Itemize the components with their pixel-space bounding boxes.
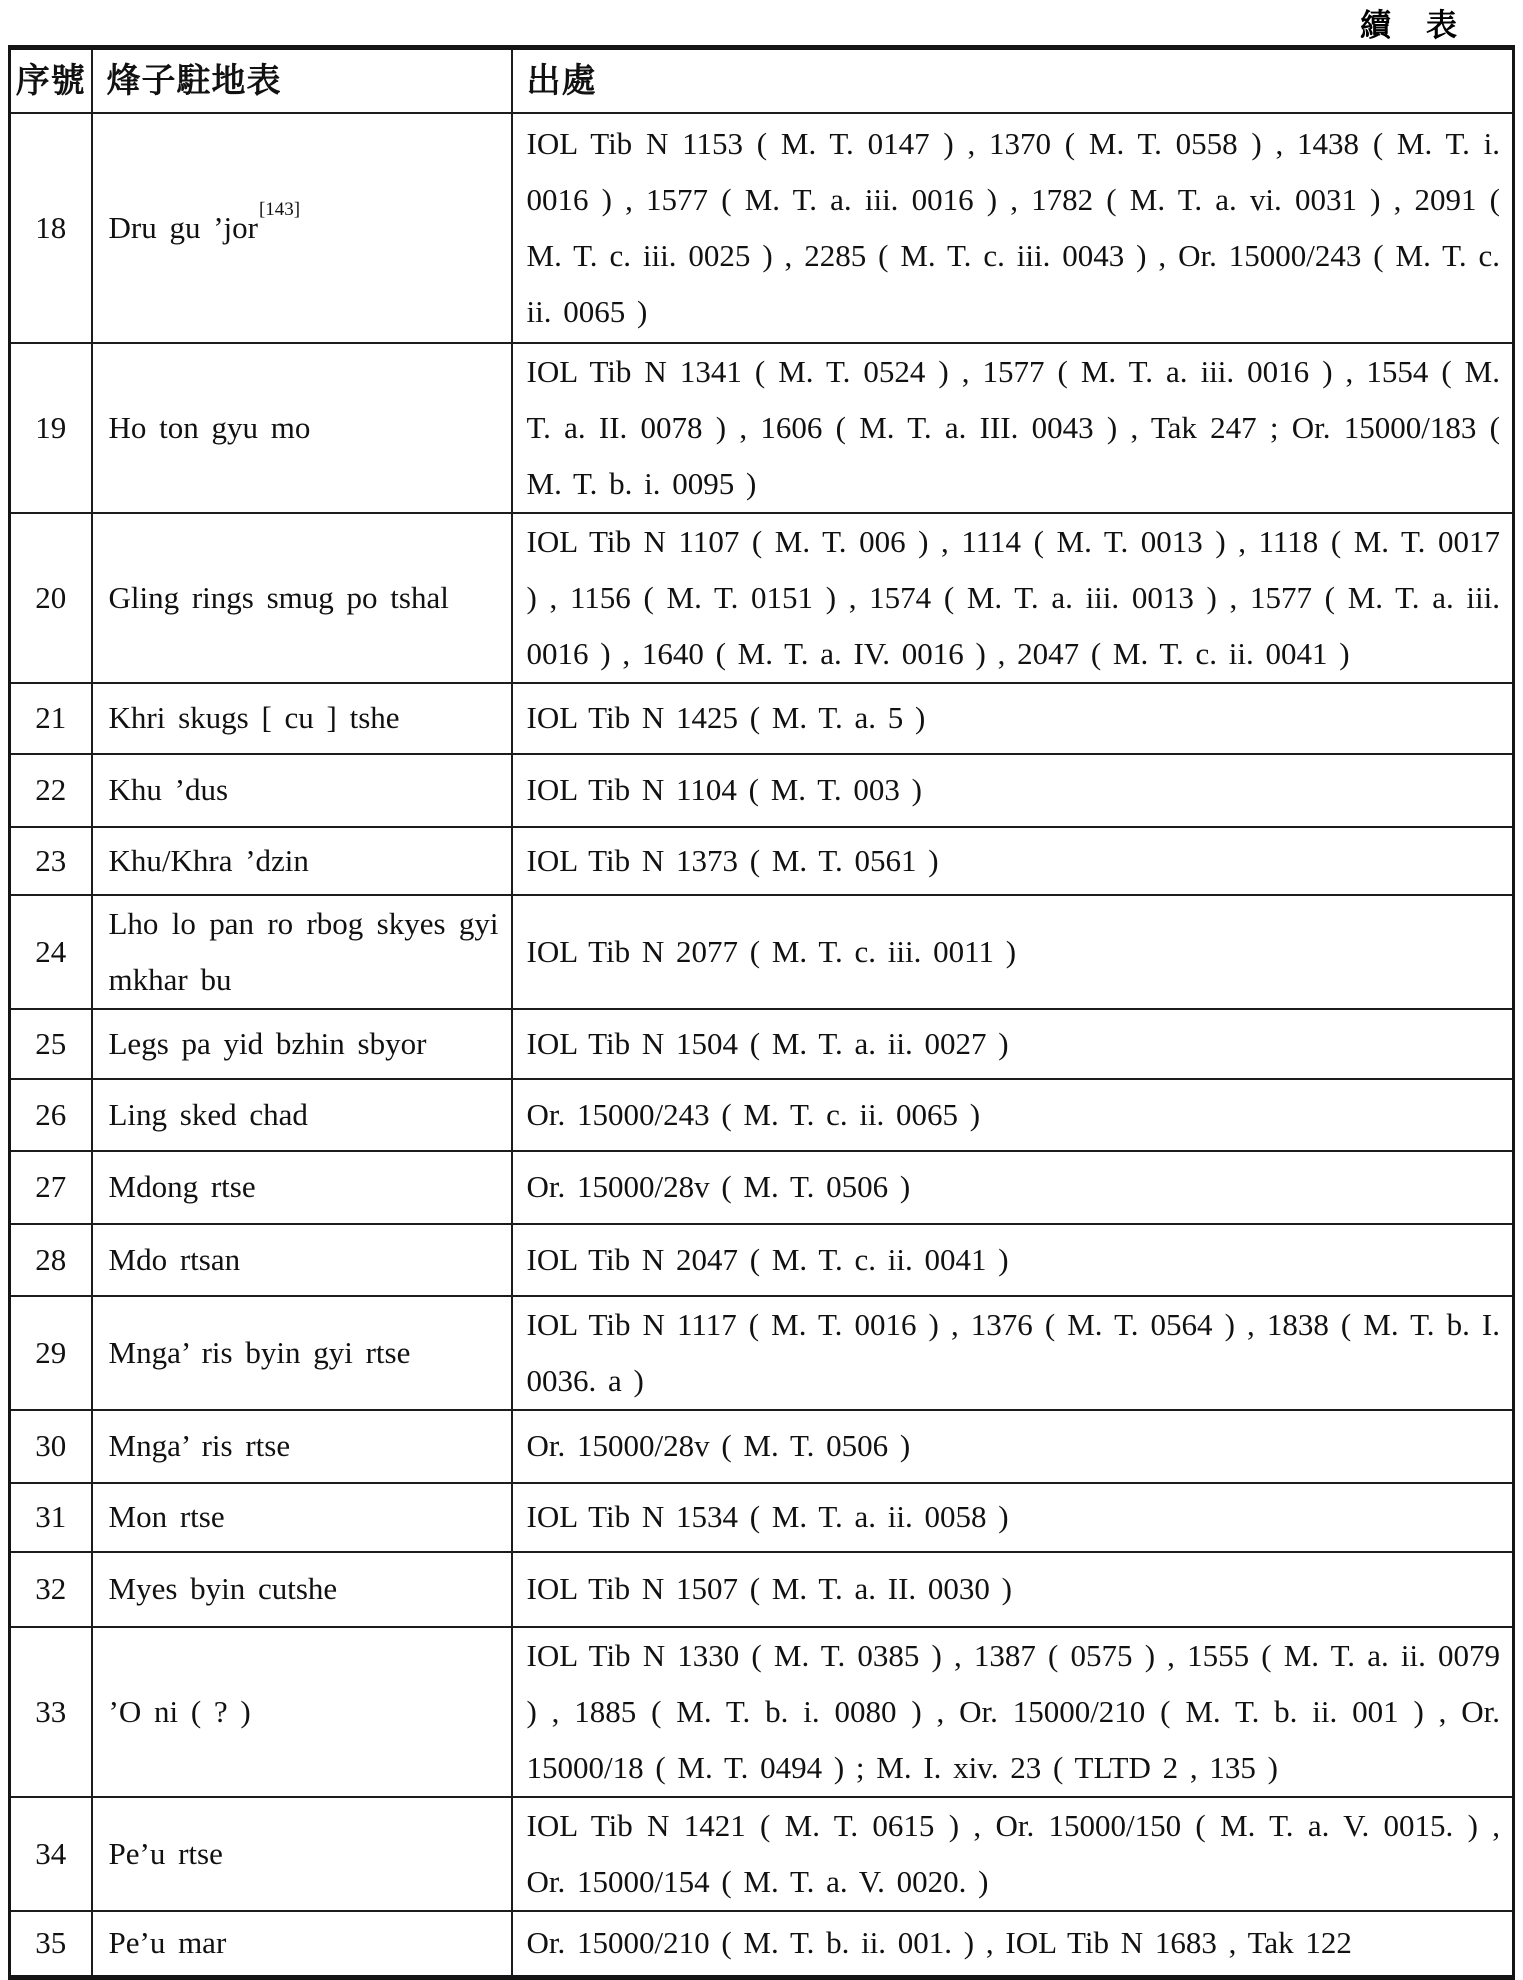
- station-name: [92, 895, 512, 1009]
- source-refs: IOL Tib N 1425 ( M. T. a. 5 ): [512, 683, 1514, 754]
- table-row: [10, 1911, 1514, 1978]
- station-name-text: Ling sked chad: [108, 1096, 308, 1132]
- footnote-marker: [143]: [258, 199, 301, 221]
- source-refs: Or. 15000/28v ( M. T. 0506 ): [512, 1151, 1514, 1224]
- source-refs: IOL Tib N 1117 ( M. T. 0016 ) , 1376 ( M. T. 0564 ) , 1838 ( M. T. b. I. 0036. a ): [512, 1296, 1514, 1410]
- station-name-text: Pe’u rtse: [108, 1835, 223, 1871]
- station-name: [92, 1627, 512, 1797]
- table-row: [10, 1224, 1514, 1296]
- station-name: [92, 1483, 512, 1552]
- source-refs: IOL Tib N 1104 ( M. T. 003 ): [512, 754, 1514, 827]
- table-row: [10, 1151, 1514, 1224]
- source-refs: IOL Tib N 1504 ( M. T. a. ii. 0027 ): [512, 1009, 1514, 1079]
- source-refs: IOL Tib N 1153 ( M. T. 0147 ) , 1370 ( M. T. 0558 ) , 1438 ( M. T. i. 0016 ) , 1577 ( M. T. a. iii. 0016 ) , 1782 ( M. T. a. vi. 0031 ) , 2091 ( M. T. c. iii. 0025 ) , 2285 ( M. T. c. iii. 0043 ) , Or. 15000/243 ( M. T. c. ii. 0065 ): [512, 113, 1514, 343]
- table-row: [10, 1483, 1514, 1552]
- station-name-text: Mon rtse: [108, 1499, 225, 1534]
- beacon-station-table: [8, 45, 1515, 1980]
- station-name-text: Mdo rtsan: [108, 1241, 241, 1277]
- station-name: [92, 1797, 512, 1911]
- row-number: 20: [10, 513, 92, 683]
- station-name: [92, 754, 512, 827]
- station-name-text: Mnga’ ris byin gyi rtse: [108, 1334, 411, 1370]
- continued-table-label: 續 表: [1360, 8, 1459, 43]
- station-name-text: Mdong rtse: [108, 1169, 256, 1204]
- station-name: [92, 1009, 512, 1079]
- source-refs: Or. 15000/243 ( M. T. c. ii. 0065 ): [512, 1079, 1514, 1151]
- table-row: [10, 827, 1514, 895]
- row-number: 27: [10, 1151, 92, 1224]
- source-refs: IOL Tib N 2047 ( M. T. c. ii. 0041 ): [512, 1224, 1514, 1296]
- source-refs: IOL Tib N 1421 ( M. T. 0615 ) , Or. 15000/150 ( M. T. a. V. 0015. ) , Or. 15000/154 ( M. T. a. V. 0020. ): [512, 1797, 1514, 1911]
- station-name-text: Khu/Khra ’dzin: [108, 842, 309, 878]
- source-refs: IOL Tib N 1373 ( M. T. 0561 ): [512, 827, 1514, 895]
- header-source: 出處: [512, 48, 1514, 113]
- table-row: [10, 1627, 1514, 1797]
- row-number: 23: [10, 827, 92, 895]
- source-refs: Or. 15000/210 ( M. T. b. ii. 001. ) , IOL Tib N 1683 , Tak 122: [512, 1911, 1514, 1978]
- row-number: 21: [10, 683, 92, 754]
- station-name: [92, 683, 512, 754]
- station-name-text: Pe’u mar: [108, 1925, 227, 1961]
- table-row: [10, 895, 1514, 1009]
- table-row: [10, 513, 1514, 683]
- table-row: [10, 1552, 1514, 1627]
- station-name-text: Khu ’dus: [108, 772, 229, 807]
- table-row: [10, 343, 1514, 513]
- station-name-text: Legs pa yid bzhin sbyor: [108, 1025, 427, 1061]
- source-refs: IOL Tib N 1330 ( M. T. 0385 ) , 1387 ( 0575 ) , 1555 ( M. T. a. ii. 0079 ) , 1885 ( M. T. b. i. 0080 ) , Or. 15000/210 ( M. T. b. ii. 001 ) , Or. 15000/18 ( M. T. 0494 ) ; M. I. xiv. 23 ( TLTD 2 , 135 ): [512, 1627, 1514, 1797]
- station-name-text: Lho lo pan ro rbog skyes gyi mkhar bu: [108, 905, 499, 997]
- station-name: [92, 1911, 512, 1978]
- station-name: [92, 113, 512, 343]
- row-number: 22: [10, 754, 92, 827]
- station-name-text: Ho ton gyu mo: [108, 409, 311, 445]
- row-number: 34: [10, 1797, 92, 1911]
- station-name: [92, 1296, 512, 1410]
- station-name-text: Khri skugs [ cu ] tshe: [108, 700, 400, 735]
- source-refs: IOL Tib N 2077 ( M. T. c. iii. 0011 ): [512, 895, 1514, 1009]
- station-name: [92, 827, 512, 895]
- source-refs: IOL Tib N 1107 ( M. T. 006 ) , 1114 ( M. T. 0013 ) , 1118 ( M. T. 0017 ) , 1156 ( M. T. 0151 ) , 1574 ( M. T. a. iii. 0013 ) , 1577 ( M. T. a. iii. 0016 ) , 1640 ( M. T. a. IV. 0016 ) , 2047 ( M. T. c. ii. 0041 ): [512, 513, 1514, 683]
- station-name: [92, 1224, 512, 1296]
- row-number: 33: [10, 1627, 92, 1797]
- source-refs: IOL Tib N 1507 ( M. T. a. II. 0030 ): [512, 1552, 1514, 1627]
- row-number: 26: [10, 1079, 92, 1151]
- table-row: [10, 683, 1514, 754]
- row-number: 31: [10, 1483, 92, 1552]
- station-name: [92, 513, 512, 683]
- station-name-text: Mnga’ ris rtse: [108, 1428, 291, 1463]
- station-name: [92, 343, 512, 513]
- header-serial-number: 序號: [10, 48, 92, 113]
- table-row: [10, 113, 1514, 343]
- row-number: 35: [10, 1911, 92, 1978]
- station-name: [92, 1410, 512, 1483]
- table-row: [10, 1296, 1514, 1410]
- row-number: 19: [10, 343, 92, 513]
- row-number: 30: [10, 1410, 92, 1483]
- row-number: 18: [10, 113, 92, 343]
- row-number: 32: [10, 1552, 92, 1627]
- source-refs: Or. 15000/28v ( M. T. 0506 ): [512, 1410, 1514, 1483]
- header-station-name: 烽子駐地表: [92, 48, 512, 113]
- row-number: 29: [10, 1296, 92, 1410]
- station-name-text: ’O ni ( ? ): [108, 1693, 251, 1729]
- source-refs: IOL Tib N 1534 ( M. T. a. ii. 0058 ): [512, 1483, 1514, 1552]
- table-row: [10, 1410, 1514, 1483]
- row-number: 28: [10, 1224, 92, 1296]
- source-refs: IOL Tib N 1341 ( M. T. 0524 ) , 1577 ( M. T. a. iii. 0016 ) , 1554 ( M. T. a. II. 0078 ) , 1606 ( M. T. a. III. 0043 ) , Tak 247 ; Or. 15000/183 ( M. T. b. i. 0095 ): [512, 343, 1514, 513]
- station-name: [92, 1079, 512, 1151]
- table-row: [10, 1797, 1514, 1911]
- table-row: [10, 1009, 1514, 1079]
- station-name-text: Dru gu ’jor: [108, 209, 258, 245]
- header-row: [10, 48, 1514, 113]
- table-row: [10, 1079, 1514, 1151]
- station-name: [92, 1151, 512, 1224]
- row-number: 25: [10, 1009, 92, 1079]
- station-name-text: Gling rings smug po tshal: [108, 579, 449, 615]
- station-name-text: Myes byin cutshe: [108, 1571, 338, 1606]
- table-row: [10, 754, 1514, 827]
- row-number: 24: [10, 895, 92, 1009]
- station-name: [92, 1552, 512, 1627]
